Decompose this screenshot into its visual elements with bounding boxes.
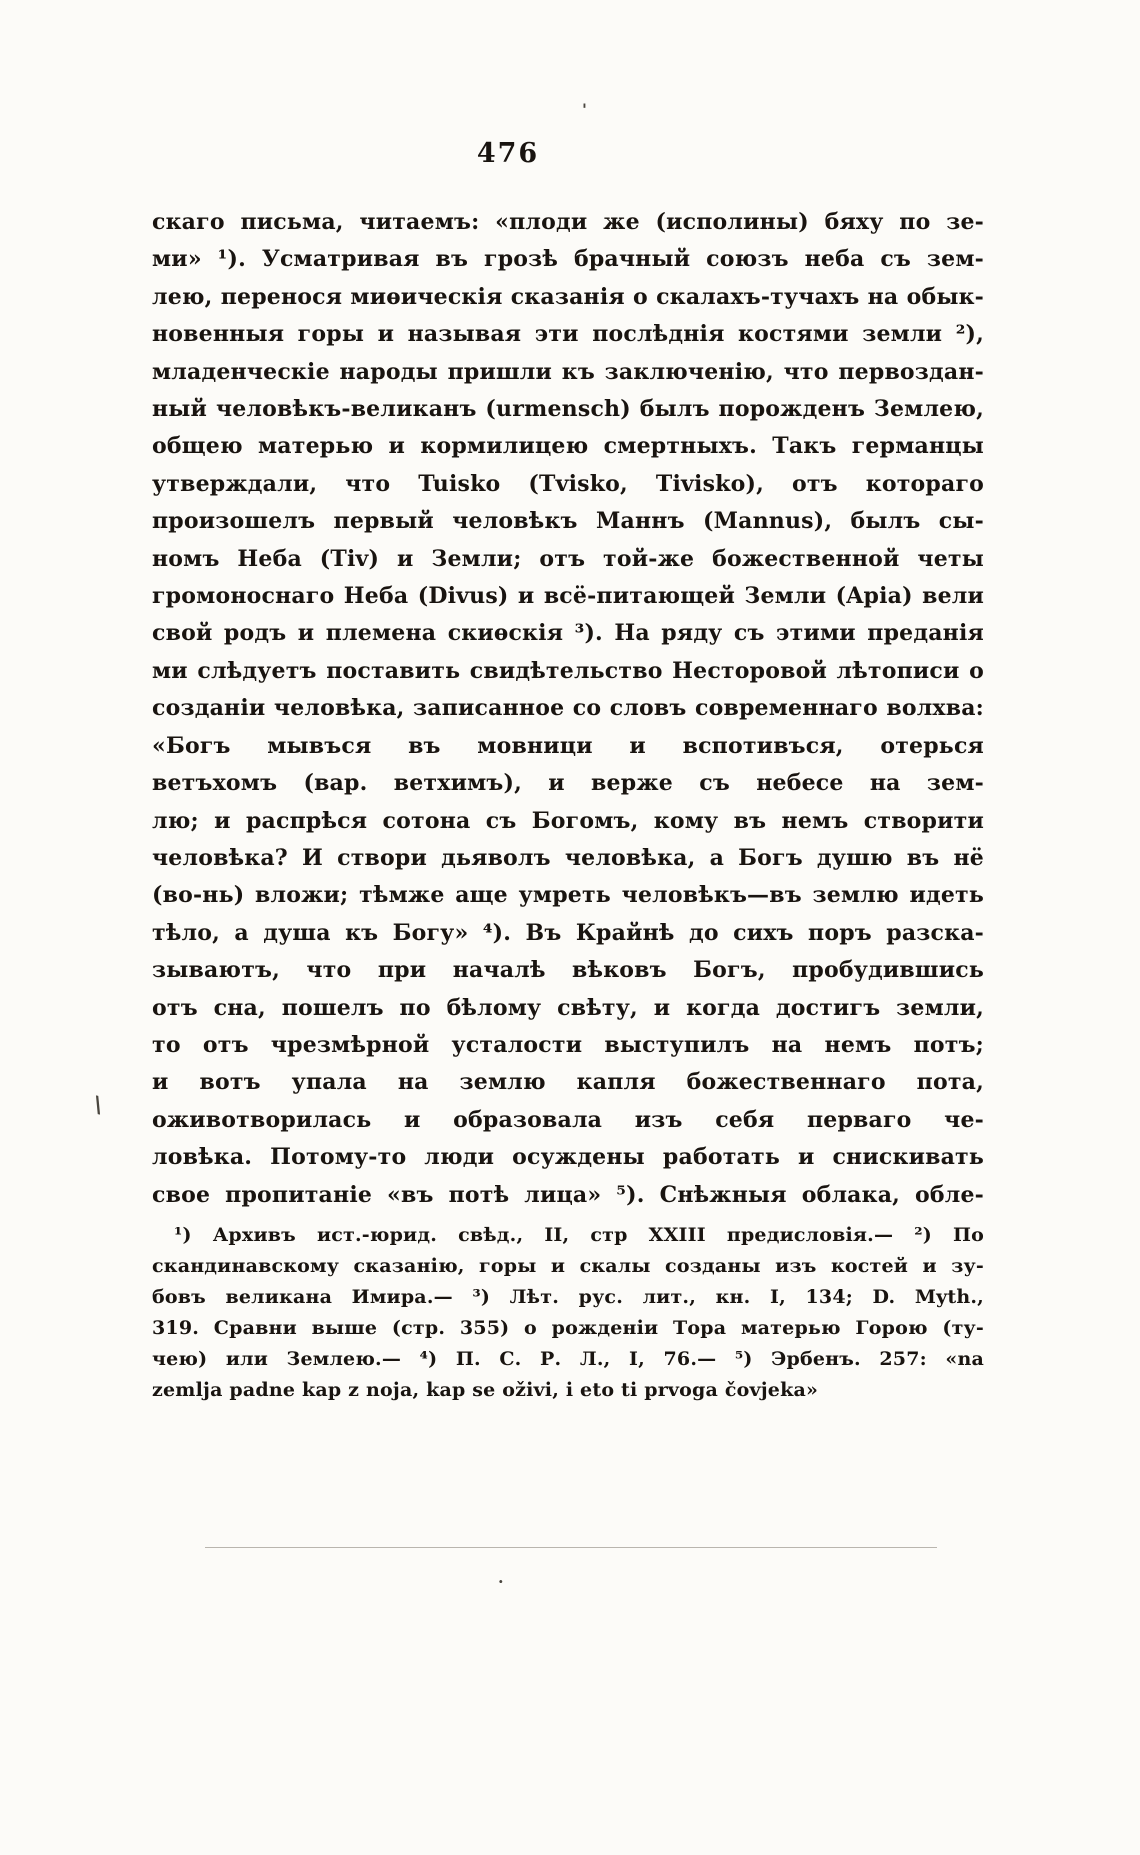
scan-artifact-mark: ': [582, 100, 587, 119]
text-line: отъ сна, пошелъ по бѣлому свѣту, и когда достигъ земли,: [152, 994, 984, 1021]
text-line: утверждали, что Tuisko (Tvisko, Tivisko), отъ котораго: [152, 470, 984, 497]
text-line: ный человѣкъ-великанъ (urmensch) былъ порожденъ Землею,: [152, 396, 984, 423]
text-line: «Богъ мывъся въ мовници и вспотивъся, отерься: [152, 732, 984, 759]
footnote-line: 319. Сравни выше (стр. 355) о рожденіи Тора матерью Горою (ту-: [152, 1317, 984, 1339]
text-line: (во-нь) вложи; тѣмже аще умреть человѣкъ—въ землю идеть: [152, 882, 984, 909]
page-number: 476: [476, 138, 540, 169]
footnotes-block: [152, 1220, 984, 1406]
text-line: зываютъ, что при началѣ вѣковъ Богъ, пробудившись: [152, 957, 984, 984]
text-line: тѣло, а душа къ Богу» ⁴). Въ Крайнѣ до сихъ поръ разска-: [152, 919, 984, 946]
text-line: и вотъ упала на землю капля божественнаго пота,: [152, 1069, 984, 1096]
text-line: общею матерью и кормилицею смертныхъ. Такъ германцы: [152, 433, 984, 460]
text-line: номъ Неба (Tiv) и Земли; отъ той-же божественной четы: [152, 545, 984, 572]
text-line: произошелъ первый человѣкъ Маннъ (Mannus), былъ сы-: [152, 508, 984, 535]
text-line: младенческіе народы пришли къ заключенію, что первоздан-: [152, 358, 984, 385]
bottom-rule-divider: [205, 1547, 937, 1548]
text-line: созданіи человѣка, записанное со словъ современнаго волхва:: [152, 695, 984, 722]
text-line: ми слѣдуетъ поставить свидѣтельство Несторовой лѣтописи о: [152, 657, 984, 684]
text-line: лею, перенося миѳическія сказанія о скалахъ-тучахъ на обык-: [152, 283, 984, 310]
text-line: свой родъ и племена скиѳскія ³). На ряду съ этими преданія: [152, 620, 984, 647]
text-line: то отъ чрезмѣрной усталости выступилъ на немъ потъ;: [152, 1031, 984, 1058]
text-line: оживотворилась и образовала изъ себя перваго че-: [152, 1106, 984, 1133]
margin-mark: \: [91, 1091, 105, 1119]
text-line: ловѣка. Потому-то люди осуждены работать и снискивать: [152, 1144, 984, 1171]
text-line: новенныя горы и называя эти послѣднія костями земли ²),: [152, 321, 984, 348]
footnote-line: бовъ великана Имира.— ³) Лѣт. рус. лит., кн. I, 134; D. Myth.,: [152, 1286, 984, 1308]
body-text-block: [152, 204, 984, 1214]
scan-artifact-mark: .: [498, 1568, 504, 1587]
text-line: человѣка? И створи дьяволъ человѣка, а Богъ душю въ нё: [152, 844, 984, 871]
text-line: свое пропитаніе «въ потѣ лица» ⁵). Снѣжныя облака, обле-: [152, 1181, 984, 1208]
footnote-line: чею) или Землею.— ⁴) П. С. Р. Л., I, 76.— ⁵) Эрбенъ. 257: «na: [152, 1348, 984, 1370]
footnote-line: ¹) Архивъ ист.-юрид. свѣд., II, стр XXIII предисловія.— ²) По: [174, 1224, 984, 1246]
footnote-line: скандинавскому сказанію, горы и скалы созданы изъ костей и зу-: [152, 1255, 984, 1277]
text-line: громоноснаго Неба (Divus) и всё-питающей Земли (Apia) вели: [152, 583, 984, 610]
text-line: лю; и распрѣся сотона съ Богомъ, кому въ немъ створити: [152, 807, 984, 834]
footnote-line: zemlja padne kap z noja, kap se oživi, i eto ti prvoga čovjeka»: [152, 1379, 819, 1401]
text-line: скаго письма, читаемъ: «плоди же (исполины) бяху по зе-: [152, 209, 984, 235]
text-line: ветъхомъ (вар. ветхимъ), и верже съ небесе на зем-: [152, 770, 984, 797]
text-line: ми» ¹). Усматривая въ грозѣ брачный союзъ неба съ зем-: [152, 246, 984, 273]
